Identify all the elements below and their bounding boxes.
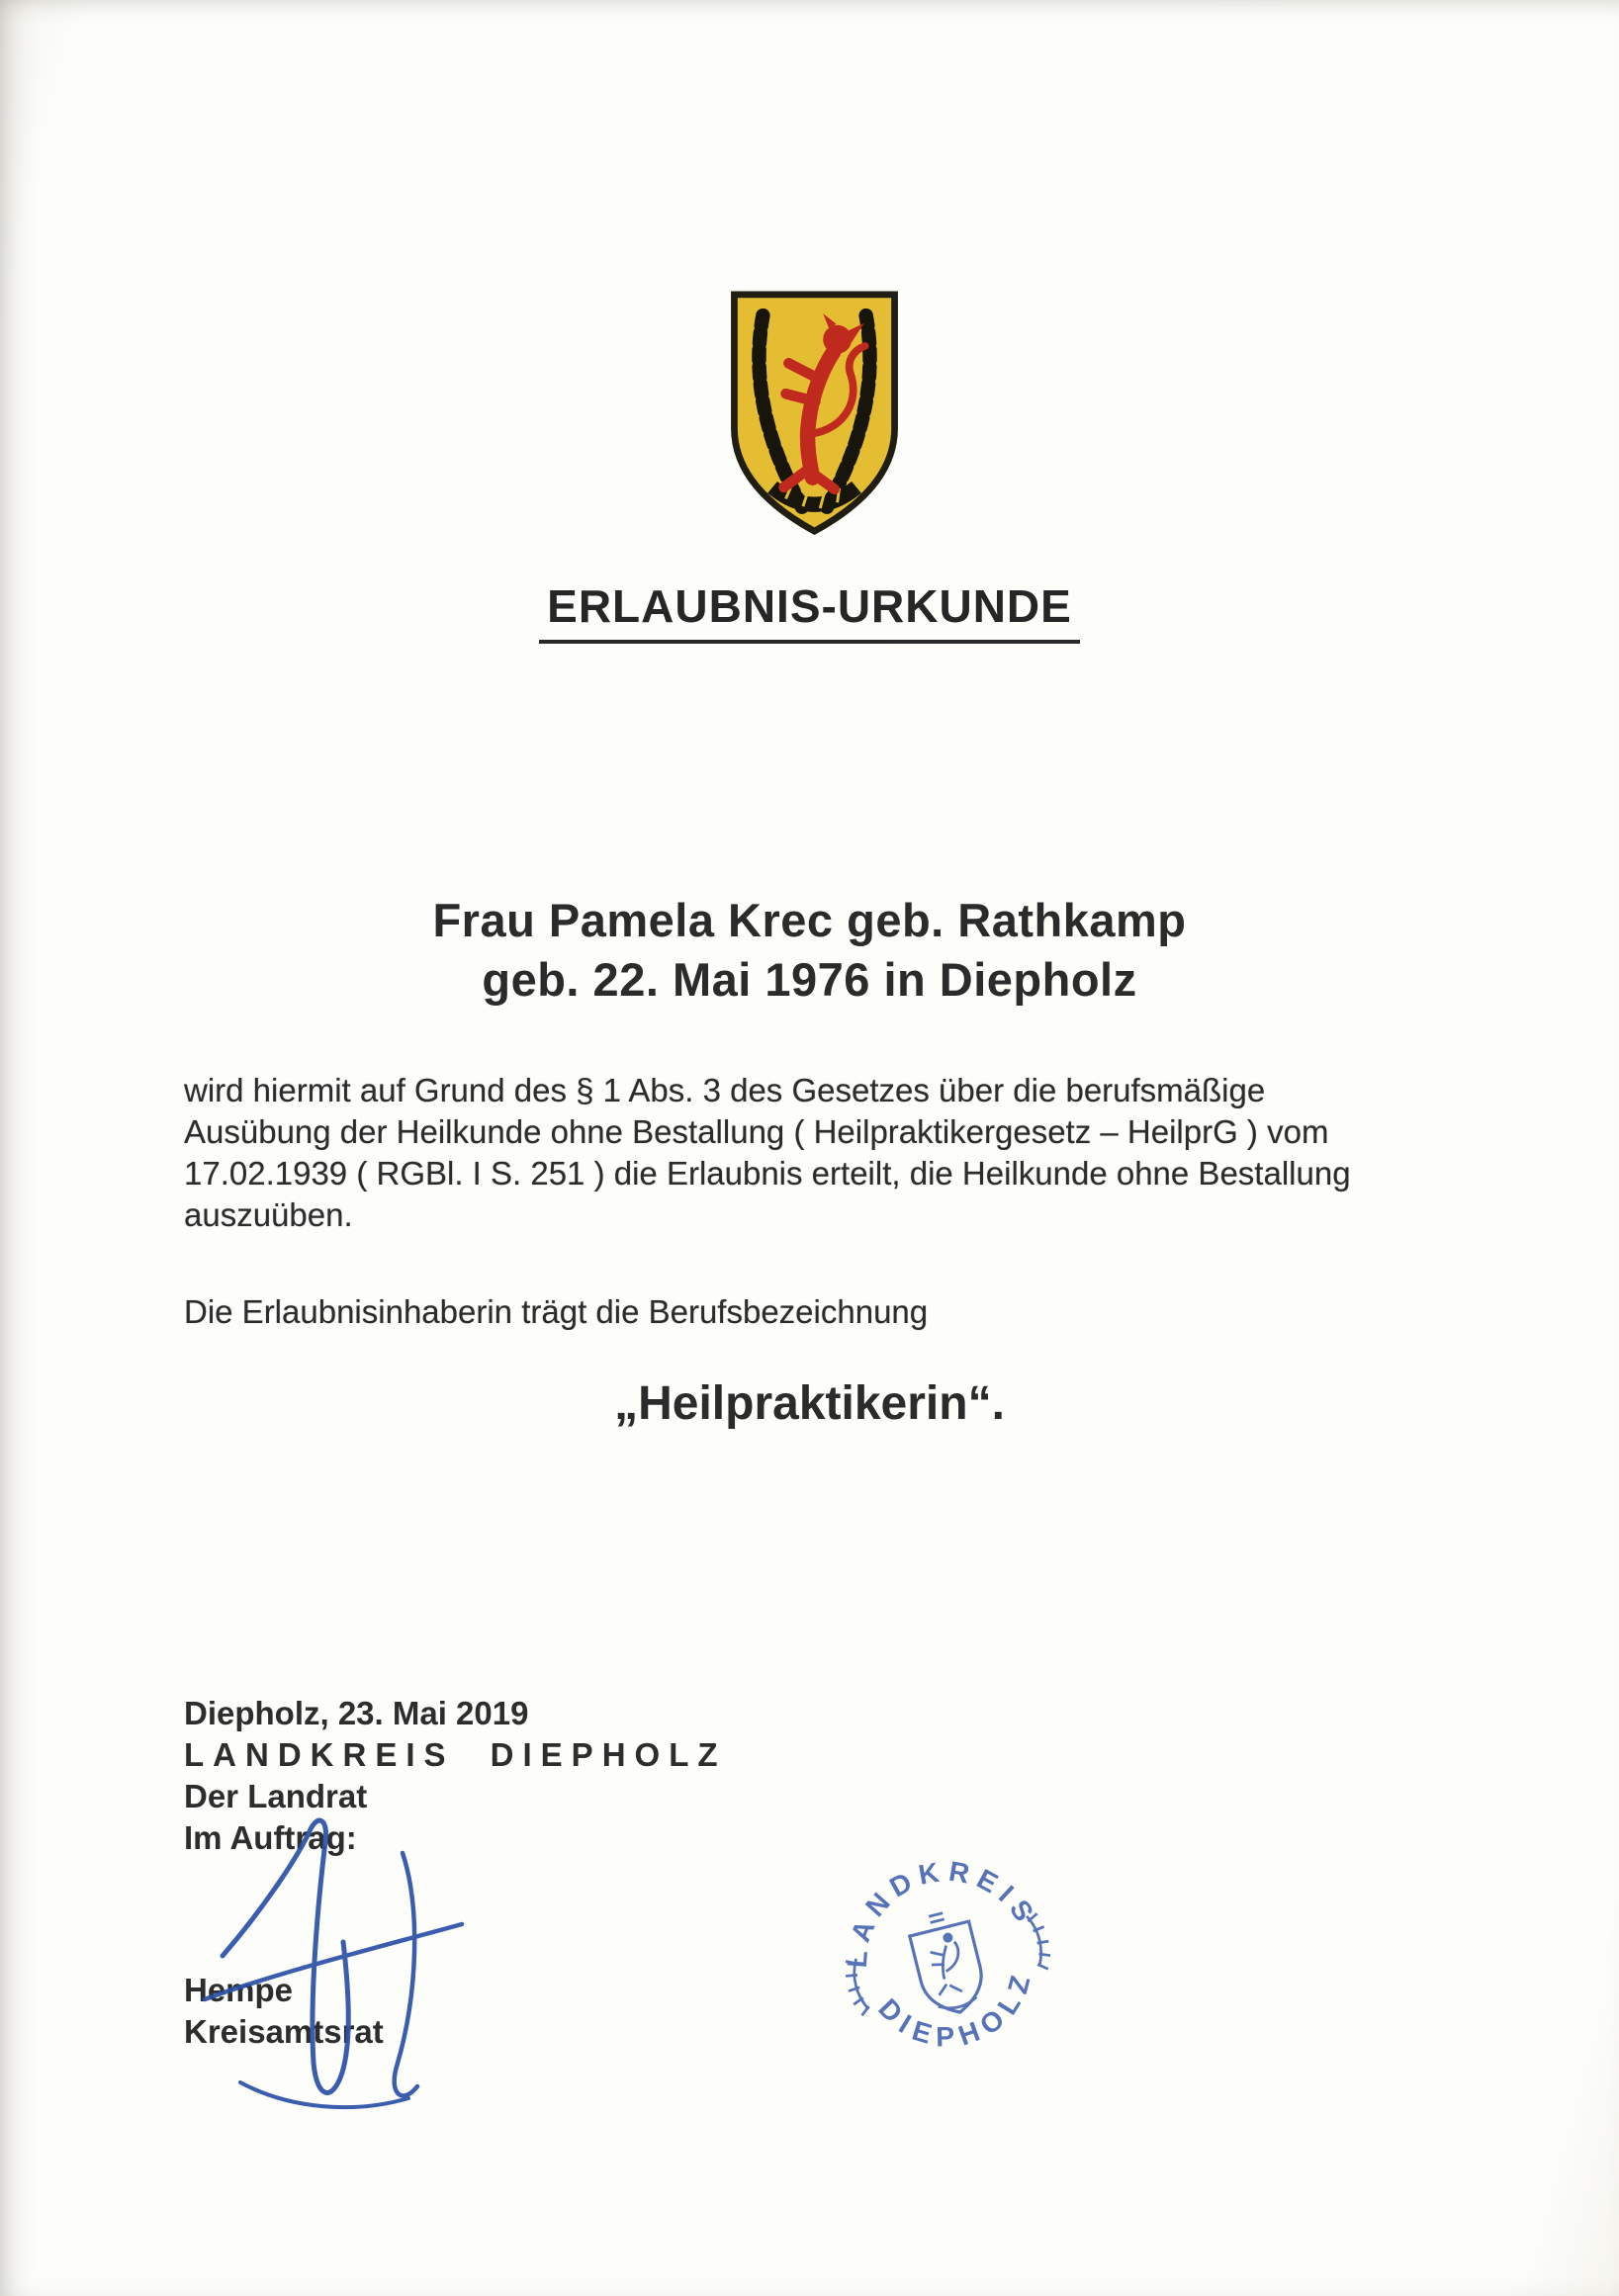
svg-text:DIEPHOLZ — [869, 1958, 1052, 2071]
recipient-birth: geb. 22. Mai 1976 in Diepholz — [482, 953, 1137, 1006]
stamp-right-branch-icon — [1026, 1912, 1055, 1971]
signer-name: Hempe — [184, 1972, 294, 2008]
svg-text:LANDKREIS — [821, 1833, 1045, 1976]
signer-role: Kreisamtsrat — [184, 2013, 384, 2050]
stamp-arc-top-text: LANDKREIS — [841, 1855, 1043, 1970]
authority-name: LANDKREIS DIEPHOLZ — [184, 1736, 727, 1773]
diepholz-shield-icon — [719, 280, 910, 548]
place-date: Diepholz, 23. Mai 2019 — [184, 1695, 529, 1731]
signature-strokes-icon — [193, 1810, 499, 2146]
body-line-1: wird hiermit auf Grund des § 1 Abs. 3 des Gesetzes über die berufsmäßige — [184, 1072, 1266, 1108]
body-line-3: 17.02.1939 ( RGBl. I S. 251 ) die Erlaubnis erteilt, die Heilkunde ohne Bestallung — [184, 1155, 1351, 1192]
page-title — [0, 579, 1619, 644]
page-title-text: ERLAUBNIS-URKUNDE — [539, 579, 1080, 644]
on-behalf-label: Im Auftrag: — [184, 1819, 357, 1856]
designation-title: „Heilpraktikerin“. — [614, 1377, 1005, 1430]
stamp-arc-bottom-text: DIEPHOLZ — [872, 1965, 1038, 2053]
handwritten-signature-icon — [193, 1810, 499, 2146]
signer-title: Der Landrat — [184, 1778, 368, 1814]
body-line-4: auszuüben. — [184, 1196, 353, 1233]
official-stamp-icon — [813, 1827, 1082, 2096]
designation-intro: Die Erlaubnisinhaberin trägt die Berufsbezeichnung — [184, 1293, 929, 1330]
recipient-name: Frau Pamela Krec geb. Rathkamp — [432, 894, 1187, 946]
recipient-block — [0, 891, 1619, 1010]
coat-of-arms-icon — [719, 280, 910, 548]
body-paragraph — [184, 1070, 1351, 1236]
landkreis-diepholz-seal-icon — [813, 1827, 1082, 2096]
body-line-2: Ausübung der Heilkunde ohne Bestallung ( Heilpraktikergesetz – HeilprG ) vom — [184, 1113, 1329, 1150]
